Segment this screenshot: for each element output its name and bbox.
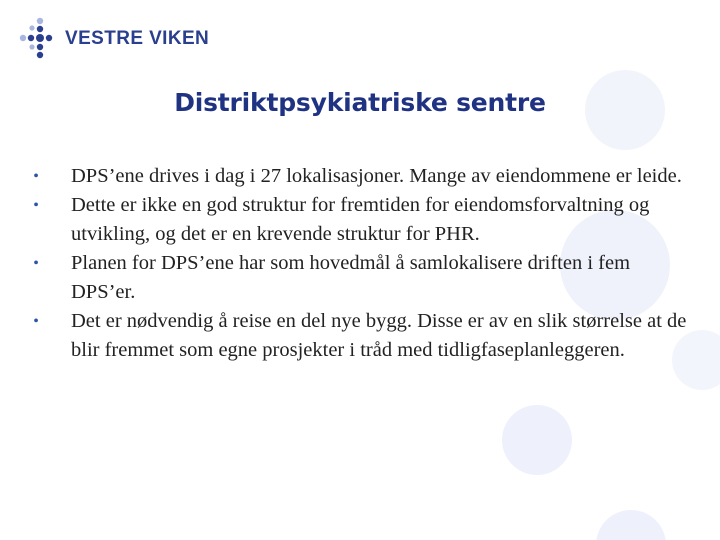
background-circle: [502, 405, 572, 475]
bullet-item: [29, 191, 689, 249]
bullet-text: Dette er ikke en god struktur for fremtiden for eiendomsforvaltning og utvikling, og det er en krevende struktur for PHR.: [71, 194, 650, 245]
logo-text: VESTRE VIKEN: [65, 27, 210, 49]
bullet-marker: •: [33, 168, 39, 185]
bullet-text: DPS’ene drives i dag i 27 lokalisasjoner. Mange av eiendommene er leide.: [71, 165, 682, 187]
logo: [18, 16, 209, 60]
bullet-text: Planen for DPS’ene har som hovedmål å samlokalisere driften i fem DPS’er.: [71, 252, 631, 303]
background-circle: [596, 510, 666, 540]
dot-cross-logo-icon: [18, 16, 62, 60]
bullet-item: [29, 162, 689, 191]
bullet-marker: •: [33, 255, 39, 272]
bullet-marker: •: [33, 197, 39, 214]
bullet-item: [29, 249, 689, 307]
bullet-item: [29, 307, 689, 365]
bullet-marker: •: [33, 313, 39, 330]
bullet-text: Det er nødvendig å reise en del nye bygg. Disse er av en slik størrelse at de blir fremmet som egne prosjekter i tråd med tidligfaseplanleggeren.: [71, 310, 687, 361]
slide-title: Distriktpsykiatriske sentre: [174, 88, 546, 117]
bullet-list: [29, 162, 689, 365]
